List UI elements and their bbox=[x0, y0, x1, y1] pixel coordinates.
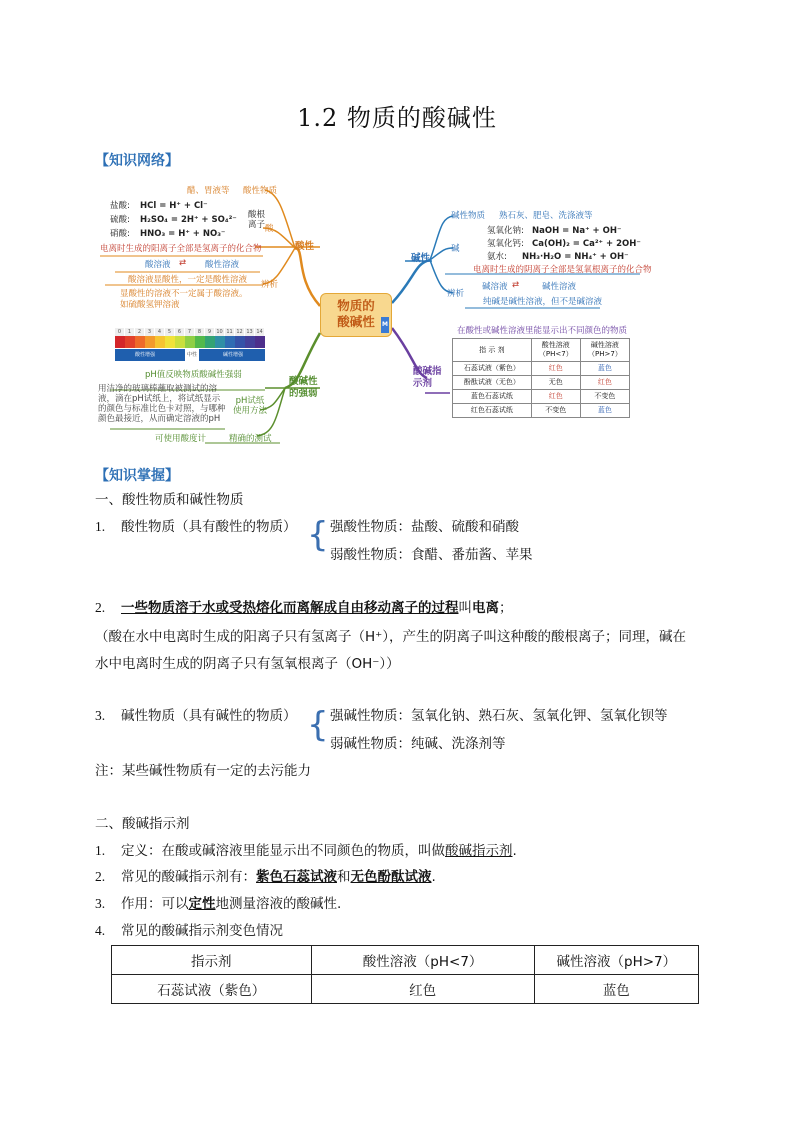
mind-map-center-line2: 酸碱性 bbox=[337, 314, 375, 329]
item1-strong: 强酸性物质：盐酸、硫酸和硝酸 bbox=[330, 519, 519, 535]
ph-method: 用洁净的玻璃棒蘸取被测试的溶 液，滴在pH试纸上，将试纸显示 的颜色与标准比色卡对照，与哪种 颜色最接近，从而确定溶液的pH bbox=[98, 384, 226, 424]
s2-item2-line: 常见的酸碱指示剂有：紫色石蕊试液和无色酚酞试液. bbox=[121, 869, 436, 885]
ph-color-swatch bbox=[215, 336, 225, 348]
ph-number: 13 bbox=[245, 328, 255, 336]
ph-direction-bar: 酸性增强 中性 碱性增强 bbox=[115, 349, 265, 361]
ph-meter: 可使用酸度计 bbox=[155, 434, 207, 444]
acid-note-2: 显酸性的溶液不一定属于酸溶液。 bbox=[120, 289, 248, 299]
ph-number: 5 bbox=[165, 328, 175, 336]
item2-line bbox=[121, 598, 513, 618]
nh3-formula: NH₃·H₂O = NH₄⁺ + OH⁻ bbox=[522, 252, 629, 262]
indicator-branch-label: 酸碱指示剂 bbox=[413, 366, 442, 389]
mini-row: 红色石蕊试纸 不变色 蓝色 bbox=[453, 404, 630, 418]
mind-map bbox=[95, 178, 652, 444]
ph-color-swatch bbox=[125, 336, 135, 348]
not-equal-icon-2: ⇄ bbox=[512, 280, 520, 290]
acid-ions-label: 酸根离子 bbox=[248, 210, 266, 230]
acid-substances: 醋、胃液等 bbox=[187, 186, 230, 196]
item2-note-line1: （酸在水中电离时生成的阳离子只有氢离子（H⁺），产生的阴离子叫这种酸的酸根离子；同理，碱在 bbox=[95, 629, 687, 645]
acid-substances-label: 酸性物质 bbox=[243, 186, 278, 196]
mini-header-indicator: 指 示 剂 bbox=[453, 339, 532, 362]
ph-scale-colors bbox=[115, 336, 265, 348]
indicator-mini-table bbox=[452, 338, 630, 418]
ph-number: 3 bbox=[145, 328, 155, 336]
ph-color-swatch bbox=[255, 336, 265, 348]
s2-item4-text: 常见的酸碱指示剂变色情况 bbox=[121, 923, 283, 939]
acid-note-1: 酸溶液显酸性，一定是酸性溶液 bbox=[128, 275, 248, 285]
mind-map-icon: M bbox=[381, 317, 389, 333]
ph-color-swatch bbox=[195, 336, 205, 348]
ph-number: 1 bbox=[125, 328, 135, 336]
s2-item2-number: 2. bbox=[95, 869, 106, 884]
base-note: 纯碱是碱性溶液，但不是碱溶液 bbox=[483, 297, 603, 307]
mini-row: 蓝色石蕊试纸 红色 不变色 bbox=[453, 390, 630, 404]
table-cell: 蓝色 bbox=[534, 975, 698, 1004]
acidic-solution-label: 酸性溶液 bbox=[205, 260, 240, 270]
caoh-formula: Ca(OH)₂ = Ca²⁺ + 2OH⁻ bbox=[532, 239, 641, 249]
base-substances: 熟石灰、肥皂、洗涤液等 bbox=[499, 211, 593, 221]
hno3-name: 硝酸: bbox=[110, 229, 130, 239]
item3-text: 碱性物质（具有碱性的物质） bbox=[121, 708, 297, 724]
ph-paper-usage: pH试纸 使用方法 bbox=[233, 396, 268, 416]
ionization-definition: 一些物质溶于水或受热熔化而离解成自由移动离子的过程 bbox=[121, 600, 459, 616]
ph-number: 9 bbox=[205, 328, 215, 336]
h2so4-name: 硫酸: bbox=[110, 215, 130, 225]
item2-mid: 叫 bbox=[458, 600, 472, 616]
ph-scale-numbers bbox=[115, 328, 265, 336]
ph-number: 8 bbox=[195, 328, 205, 336]
s2-item3-line: 作用：可以定性地测量溶液的酸碱性. bbox=[121, 896, 342, 912]
base-definition: 电离时生成的阴离子全部是氢氧根离子的化合物 bbox=[473, 265, 652, 275]
ph-number: 7 bbox=[185, 328, 195, 336]
section2-title: 二、酸碱指示剂 bbox=[95, 816, 190, 832]
hno3-formula: HNO₃ = H⁺ + NO₃⁻ bbox=[140, 229, 226, 239]
mini-row: 石蕊试液（紫色） 红色 蓝色 bbox=[453, 362, 630, 376]
qualitative-term: 定性 bbox=[188, 896, 216, 912]
ph-number: 12 bbox=[235, 328, 245, 336]
base-analysis-label: 辨析 bbox=[447, 289, 465, 299]
item2-end: ； bbox=[499, 600, 513, 616]
item3-weak: 弱碱性物质：纯碱、洗涤剂等 bbox=[330, 736, 506, 752]
ph-number: 6 bbox=[175, 328, 185, 336]
ph-number: 4 bbox=[155, 328, 165, 336]
naoh-name: 氢氧化钠: bbox=[487, 226, 524, 236]
section1-title: 一、酸性物质和碱性物质 bbox=[95, 492, 244, 508]
s2-item1-number: 1. bbox=[95, 843, 106, 858]
base-label: 碱 bbox=[451, 244, 460, 254]
item2-note-line2: 水中电离时生成的阴离子只有氢氧根离子（OH⁻）） bbox=[95, 656, 400, 672]
indicator-definition: 在酸性或碱性溶液里能显示出不同颜色的物质 bbox=[457, 326, 628, 336]
naoh-formula: NaOH = Na⁺ + OH⁻ bbox=[532, 226, 622, 236]
ph-color-swatch bbox=[145, 336, 155, 348]
acid-solution-label: 酸溶液 bbox=[145, 260, 171, 270]
s2-item4-number: 4. bbox=[95, 923, 106, 938]
note: 注：某些碱性物质有一定的去污能力 bbox=[95, 763, 311, 779]
basic-solution-label: 碱性溶液 bbox=[542, 282, 577, 292]
ph-number: 11 bbox=[225, 328, 235, 336]
ph-color-swatch bbox=[185, 336, 195, 348]
item1-weak: 弱酸性物质：食醋、番茄酱、苹果 bbox=[330, 547, 533, 563]
section-knowledge-mastery: 【知识掌握】 bbox=[95, 468, 179, 484]
ph-color-swatch bbox=[135, 336, 145, 348]
hcl-name: 盐酸: bbox=[110, 201, 130, 211]
caoh-name: 氢氧化钙: bbox=[487, 239, 524, 249]
litmus-term: 紫色石蕊试液 bbox=[256, 869, 337, 885]
ph-color-swatch bbox=[235, 336, 245, 348]
not-equal-icon: ⇄ bbox=[179, 258, 187, 268]
ph-color-swatch bbox=[225, 336, 235, 348]
mini-row: 酚酞试液（无色） 无色 红色 bbox=[453, 376, 630, 390]
acid-branch-label: 酸性 bbox=[295, 241, 315, 252]
acid-label: 酸 bbox=[265, 224, 274, 234]
ph-number: 14 bbox=[255, 328, 265, 336]
ph-color-swatch bbox=[115, 336, 125, 348]
page-title: 1.2 物质的酸碱性 bbox=[297, 104, 497, 132]
nh3-name: 氨水: bbox=[487, 252, 507, 262]
ph-color-swatch bbox=[245, 336, 255, 348]
table-cell: 红色 bbox=[311, 975, 534, 1004]
mini-header-base: 碱性溶液 （PH>7） bbox=[580, 339, 629, 362]
table-header-cell: 指示剂 bbox=[112, 946, 312, 975]
s2-item3-number: 3. bbox=[95, 896, 106, 911]
mind-map-center bbox=[320, 293, 392, 337]
item1-text: 酸性物质（具有酸性的物质） bbox=[121, 519, 297, 535]
ph-color-swatch bbox=[175, 336, 185, 348]
item1-number: 1. bbox=[95, 519, 106, 534]
table-header-cell: 酸性溶液（pH<7） bbox=[311, 946, 534, 975]
mind-map-center-line1: 物质的 bbox=[337, 298, 375, 313]
ph-number: 2 bbox=[135, 328, 145, 336]
ph-color-swatch bbox=[155, 336, 165, 348]
indicator-term: 酸碱指示剂 bbox=[445, 843, 513, 859]
ph-number: 10 bbox=[215, 328, 225, 336]
base-substances-label: 碱性物质 bbox=[451, 211, 486, 221]
s2-item1-line: 定义：在酸或碱溶液里能显示出不同颜色的物质，叫做酸碱指示剂. bbox=[121, 843, 517, 859]
ph-color-swatch bbox=[205, 336, 215, 348]
mini-header-acid: 酸性溶液 （PH<7） bbox=[531, 339, 580, 362]
hcl-formula: HCl = H⁺ + Cl⁻ bbox=[140, 201, 208, 211]
base-solution-label: 碱溶液 bbox=[482, 282, 508, 292]
ph-color-swatch bbox=[165, 336, 175, 348]
acid-analysis-label: 辨析 bbox=[261, 280, 279, 290]
section-knowledge-network: 【知识网络】 bbox=[95, 153, 179, 169]
phenolphthalein-term: 无色酚酞试液 bbox=[350, 869, 432, 885]
item3-number: 3. bbox=[95, 708, 106, 723]
table-header-row bbox=[112, 946, 699, 975]
brace-icon: { bbox=[307, 515, 329, 555]
acid-note-3: 如硫酸氢钾溶液 bbox=[120, 300, 180, 310]
ph-number: 0 bbox=[115, 328, 125, 336]
brace-icon-2: { bbox=[307, 705, 329, 745]
ionization-term: 电离 bbox=[472, 600, 499, 616]
item2-number: 2. bbox=[95, 600, 106, 615]
item3-strong: 强碱性物质：氢氧化钠、熟石灰、氢氧化钾、氢氧化钡等 bbox=[330, 708, 668, 724]
acid-definition: 电离时生成的阳离子全部是氢离子的化合物 bbox=[100, 244, 262, 254]
table-row bbox=[112, 975, 699, 1004]
table-header-cell: 碱性溶液（pH>7） bbox=[534, 946, 698, 975]
ph-caption: pH值反映物质酸碱性强弱 bbox=[145, 370, 242, 380]
table-cell: 石蕊试液（紫色） bbox=[112, 975, 312, 1004]
precise-test-label: 精确的测试 bbox=[229, 434, 272, 444]
ph-scale bbox=[115, 328, 265, 363]
strength-branch-label: 酸碱性的强弱 bbox=[289, 376, 318, 399]
h2so4-formula: H₂SO₄ = 2H⁺ + SO₄²⁻ bbox=[140, 215, 237, 225]
indicator-table bbox=[111, 945, 699, 1004]
base-branch-label: 碱性 bbox=[411, 253, 431, 264]
